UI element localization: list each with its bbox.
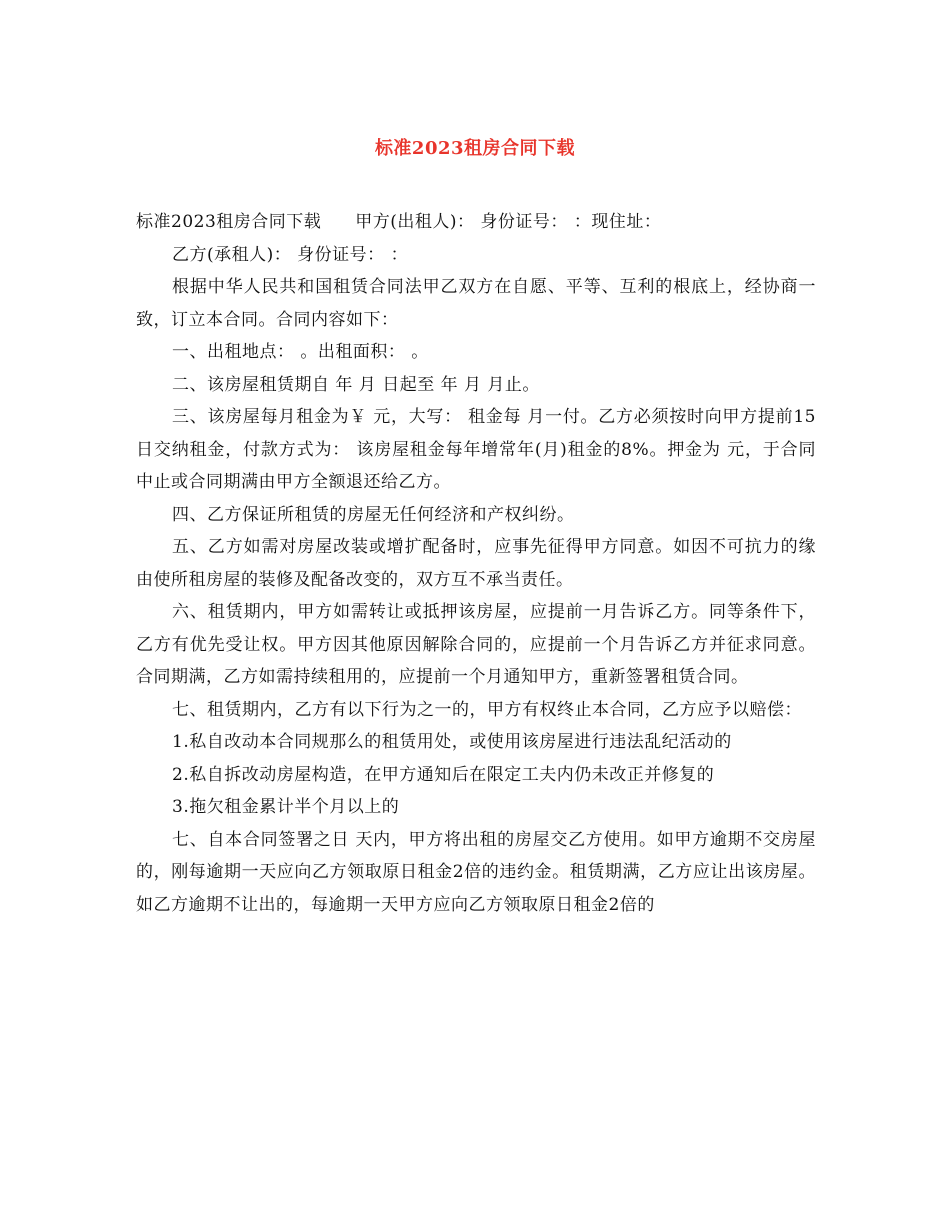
paragraph-preamble: 根据中华人民共和国租赁合同法甲乙双方在自愿、平等、互利的根底上，经协商一致，订立本合同。合同内容如下： [136,277,816,330]
paragraph-clause-7: 七、租赁期内，乙方有以下行为之一的，甲方有权终止本合同，乙方应予以赔偿： [172,699,802,720]
header-line [136,206,816,239]
document-body [136,206,816,921]
header-party-a: 甲方(出租人)： 身份证号： ：现住址： [355,212,662,232]
paragraph-clause-3: 三、该房屋每月租金为￥ 元，大写： 租金每 月一付。乙方必须按时向甲方提前15日交纳租金，付款方式为： 该房屋租金每年增常年(月)租金的8%。押金为 元，于合同中止或合同期满由甲方全额退还给乙方。 [136,407,816,492]
paragraph-clause-5: 五、乙方如需对房屋改装或增扩配备时，应事先征得甲方同意。如因不可抗力的缘由使所租房屋的装修及配备改变的，双方互不承当责任。 [136,537,816,590]
paragraph-clause-6: 六、租赁期内，甲方如需转让或抵押该房屋，应提前一月告诉乙方。同等条件下，乙方有优先受让权。甲方因其他原因解除合同的，应提前一个月告诉乙方并征求同意。合同期满，乙方如需持续租用的，应提前一个月通知甲方，重新签署租赁合同。 [136,602,816,687]
header-doc-name: 标准2023租房合同下载 [136,212,322,232]
list-item-3: 3.拖欠租金累计半个月以上的 [172,797,400,817]
paragraph-clause-2: 二、该房屋租赁期自 年 月 日起至 年 月 月止。 [172,374,540,395]
paragraph-clause-7b: 七、自本合同签署之日 天内，甲方将出租的房屋交乙方使用。如甲方逾期不交房屋的，刚每逾期一天应向乙方领取原日租金2倍的违约金。租赁期满，乙方应让出该房屋。如乙方逾期不让出的，每逾期一天甲方应向乙方领取原日租金2倍的 [136,829,816,915]
list-item-1: 1.私自改动本合同规那么的租赁用处，或使用该房屋进行违法乱纪活动的 [172,732,732,752]
paragraph-clause-4: 四、乙方保证所租赁的房屋无任何经济和产权纠纷。 [172,504,575,525]
paragraph-clause-1: 一、出租地点： 。出租面积： 。 [172,342,429,362]
document-title: 标准2023租房合同下载 [374,138,576,159]
list-item-2: 2.私自拆改动房屋构造，在甲方通知后在限定工夫内仍未改正并修复的 [172,764,715,785]
paragraph-party-b: 乙方(承租人)： 身份证号： ： [172,244,409,265]
